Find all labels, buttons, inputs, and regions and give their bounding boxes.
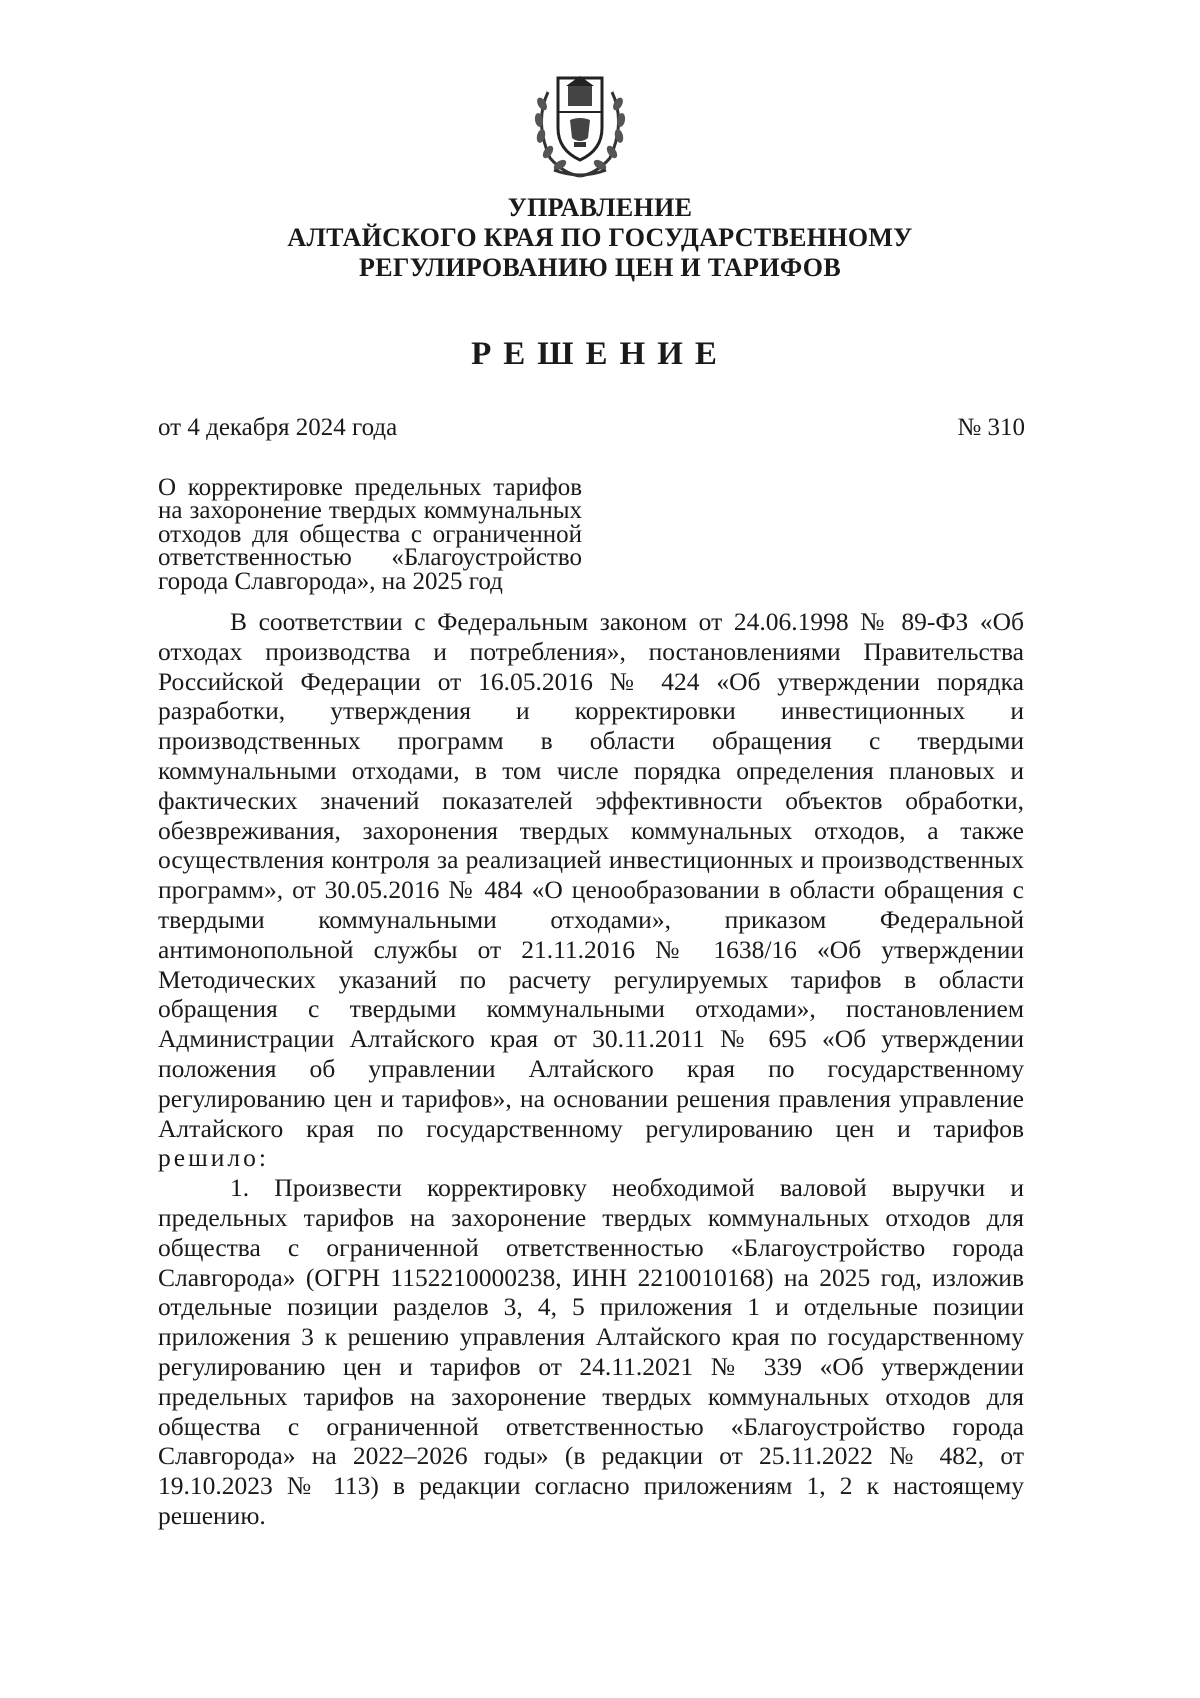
document-number: № 310 [957, 414, 1025, 441]
document-date: от 4 декабря 2024 года [158, 414, 398, 441]
coat-of-arms-icon [528, 62, 632, 182]
document-subject: О корректировке предельных тарифов на захоронение твердых коммунальных отходов для общества с ограниченной ответственностью «Благоустройство города Славгорода», на 2025 год [158, 474, 582, 595]
resolution-item-1: 1. Произвести корректировку необходимой валовой выручки и предельных тарифов на захоронение твердых коммунальных отходов для общества с ограниченной ответственностью «Благоустройство города Славгорода» (ОГРН 1152210000238, ИНН 2210010168) на 2025 год, изложив отдельные позиции разделов 3, 4, 5 приложения 1 и отдельные позиции приложения 3 к решению управления Алтайского края по государственному регулированию цен и тарифов от 24.11.2021 № 339 «Об утверждении предельных тарифов на захоронение твердых коммунальных отходов для общества с ограниченной ответственностью «Благоустройство города Славгорода» на 2022–2026 годы» (в редакции от 25.11.2022 № 482, от 19.10.2023 № 113) в редакции согласно приложениям 1, 2 к настоящему решению. [158, 1173, 1024, 1530]
authority-line-3: РЕГУЛИРОВАНИЮ ЦЕН И ТАРИФОВ [359, 253, 841, 282]
document-body [158, 607, 1024, 1531]
preamble-text: В соответствии с Федеральным законом от 24.06.1998 № 89-ФЗ «Об отходах производства и потребления», постановлениями Правительства Российской Федерации от 16.05.2016 № 424 «Об утверждении порядка разработки, утверждения и корректировки инвестиционных и производственных программ в области обращения с твердыми коммунальными отходами, в том числе порядка определения плановых и фактических значений показателей эффективности объектов обработки, обезвреживания, захоронения твердых коммунальных отходов, а также осуществления контроля за реализацией инвестиционных и производственных программ», от 30.05.2016 № 484 «О ценообразовании в области обращения с твердыми коммунальными отходами», приказом Федеральной антимонопольной службы от 21.11.2016 № 1638/16 «Об утверждении Методических указаний по расчету регулируемых тарифов в области обращения с твердыми коммунальными отходами», постановлением Администрации Алтайского края от 30.11.2011 № 695 «Об утверждении положения об управлении Алтайского края по государственному регулированию цен и тарифов», на основании решения правления управление Алтайского края по государственному регулированию цен и тарифов [158, 607, 1024, 1143]
authority-line-2: АЛТАЙСКОГО КРАЯ ПО ГОСУДАРСТВЕННОМУ [287, 223, 913, 252]
document-type-title: РЕШЕНИЕ [471, 336, 729, 372]
authority-line-1: УПРАВЛЕНИЕ [507, 193, 693, 222]
preamble-paragraph [158, 607, 1024, 1173]
decision-keyword: решило: [158, 1143, 269, 1173]
issuing-authority [0, 193, 1200, 283]
